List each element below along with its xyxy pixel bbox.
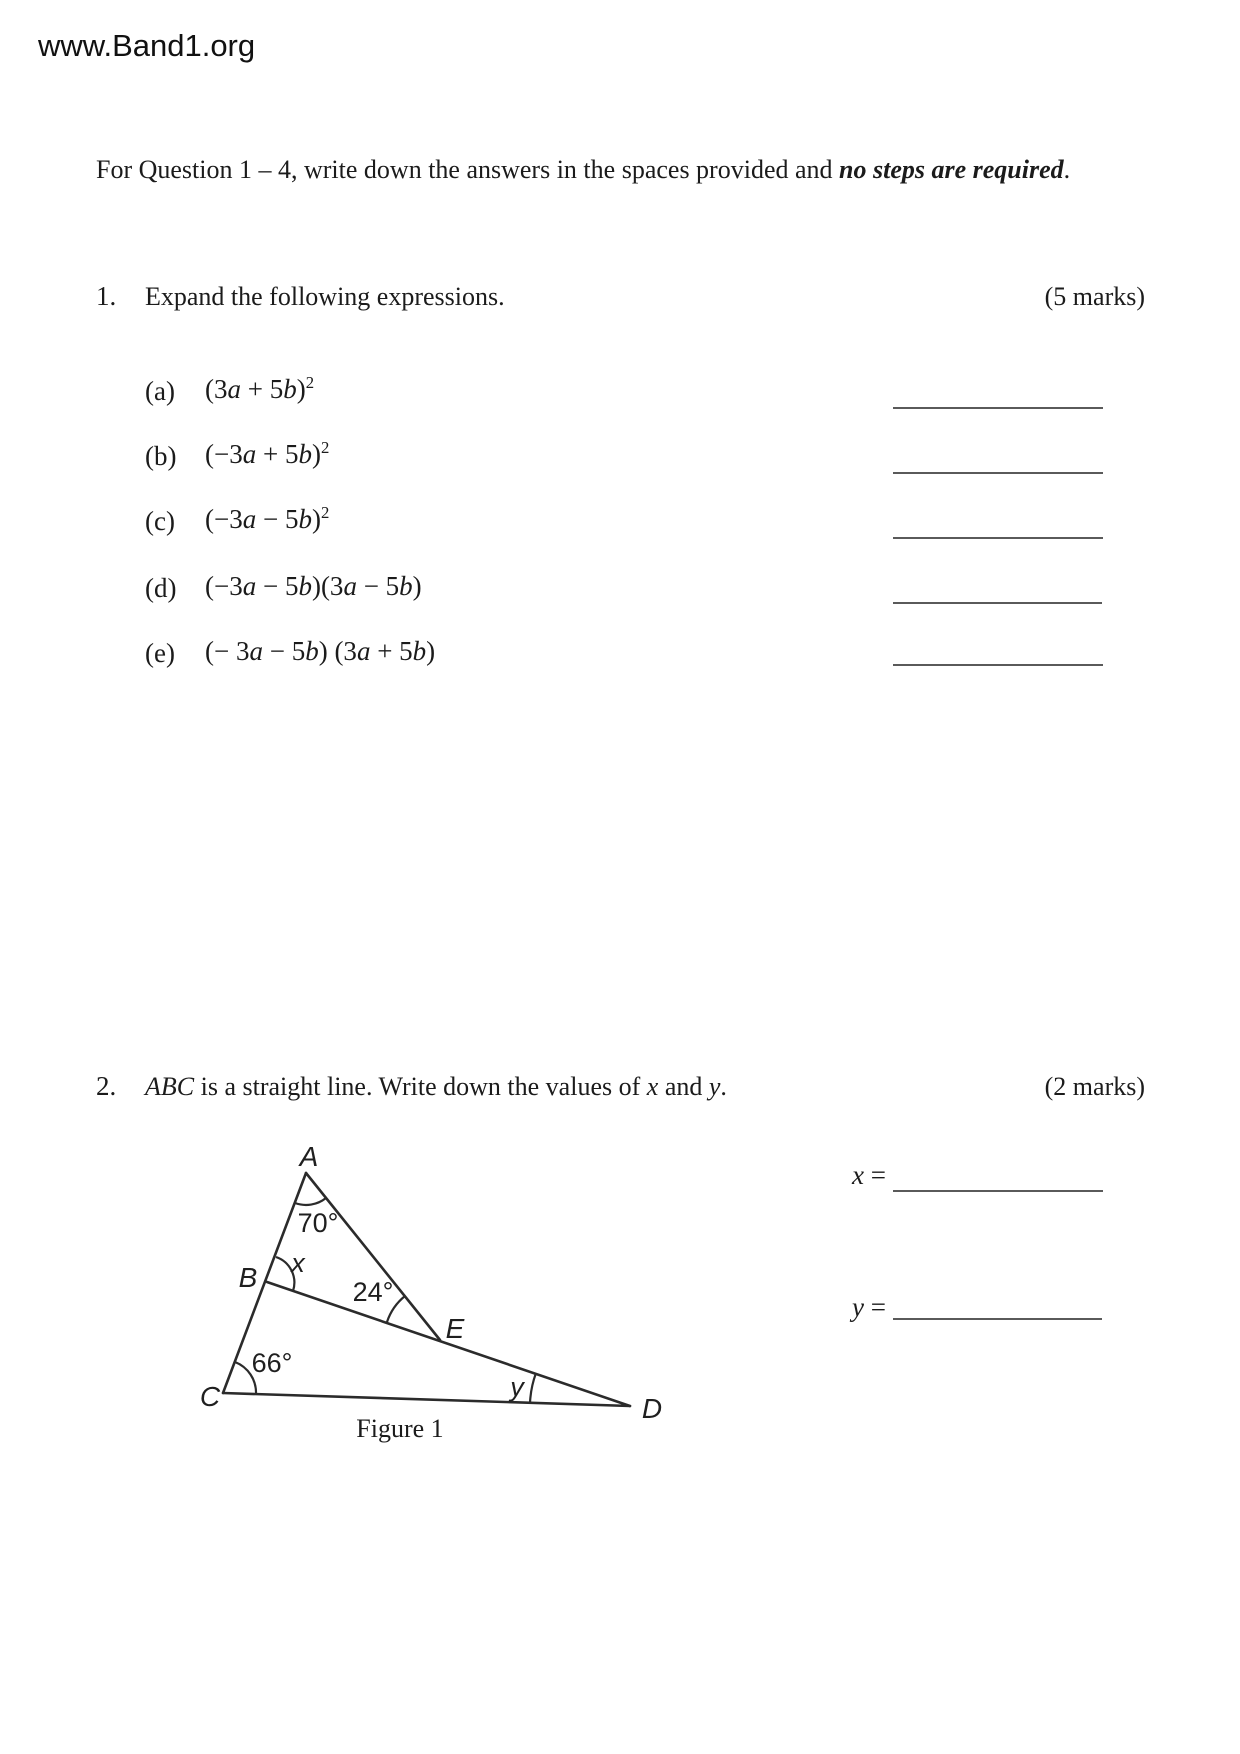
figure-caption: Figure 1	[356, 1414, 444, 1443]
angle-var-y: y	[510, 1372, 524, 1402]
line-BED	[267, 1282, 630, 1406]
arc-angle-D	[530, 1373, 536, 1403]
line-AE	[306, 1173, 440, 1340]
q1-item-d-label: (d)	[145, 573, 177, 603]
angle-var-x: x	[291, 1248, 305, 1278]
site-url: www.Band1.org	[38, 28, 256, 63]
q1-answer-line-b[interactable]	[893, 472, 1103, 474]
q1-item-b-expression: $(-3a + 5b)^2$	[205, 438, 330, 469]
vertex-label-C: C	[199, 1381, 221, 1412]
instruction-line	[96, 154, 1116, 185]
angle-value-70: 70°	[297, 1208, 339, 1238]
q2-var-y: y	[708, 1072, 721, 1101]
q2-prompt: ABC is a straight line. Write down the values of x and y.	[145, 1072, 727, 1101]
q2-answer-y-label: y =	[852, 1292, 886, 1322]
q1-answer-line-c[interactable]	[893, 537, 1103, 539]
q1-number: 1.	[96, 281, 117, 311]
angle-value-66: 66°	[251, 1348, 293, 1378]
instruction-prefix: For Question 1 – 4, write down the answers in the spaces provided and	[96, 155, 840, 184]
arc-angle-A	[295, 1198, 326, 1205]
q1-item-a-expression: $(3a + 5b)^2$	[205, 373, 315, 404]
q1-answer-line-e[interactable]	[893, 664, 1103, 666]
q2-subject: ABC	[145, 1072, 195, 1101]
vertex-label-E: E	[445, 1313, 465, 1344]
q1-marks: (5 marks)	[1044, 282, 1145, 311]
q2-var-x: x	[646, 1072, 659, 1101]
q1-prompt: Expand the following expressions.	[145, 282, 505, 311]
q2-answer-line-y[interactable]	[893, 1318, 1102, 1320]
vertex-label-A: A	[299, 1141, 319, 1172]
vertex-label-D: D	[641, 1393, 663, 1424]
q1-item-b-label: (b)	[145, 441, 177, 471]
instruction-suffix: .	[1063, 155, 1071, 184]
q1-answer-line-d[interactable]	[893, 602, 1102, 604]
q1-item-e-expression: (− 3a − 5b) (3a + 5b)	[205, 636, 436, 666]
q2-number: 2.	[96, 1071, 117, 1101]
q1-item-d-expression: (−3a − 5b)(3a − 5b)	[205, 571, 422, 601]
q1-item-e-label: (e)	[145, 638, 175, 668]
q1-item-c-expression: $(-3a - 5b)^2$	[205, 503, 330, 534]
q2-answer-line-x[interactable]	[893, 1190, 1103, 1192]
instruction-emphasis: no steps are required	[839, 155, 1064, 184]
vertex-label-B: B	[238, 1262, 258, 1293]
line-CD	[223, 1393, 630, 1406]
angle-value-24: 24°	[352, 1277, 394, 1307]
q2-marks: (2 marks)	[1044, 1072, 1145, 1101]
q1-item-c-label: (c)	[145, 506, 175, 536]
q1-answer-line-a[interactable]	[893, 407, 1103, 409]
q1-item-a-label: (a)	[145, 376, 175, 406]
q2-answer-x-label: x =	[852, 1160, 886, 1190]
